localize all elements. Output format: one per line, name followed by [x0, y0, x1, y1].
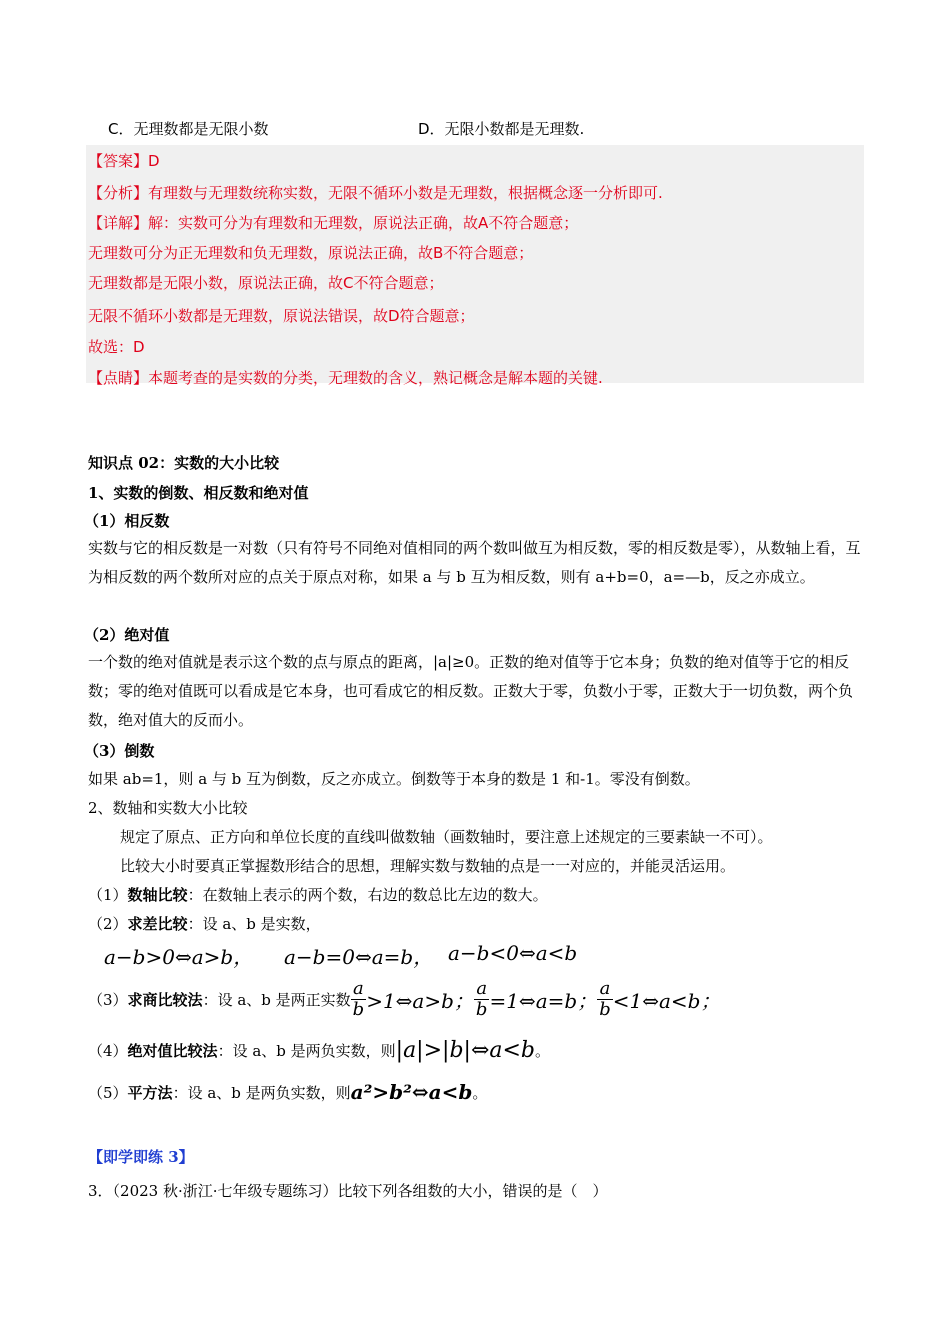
heading-reciprocal: （3）倒数: [84, 742, 155, 760]
method-difference: （2）求差比较：设 a、b 是实数，: [88, 915, 321, 933]
heading-opposite: （1）相反数: [84, 512, 170, 530]
paragraph-reciprocal: 如果 ab=1，则 a 与 b 互为倒数，反之亦成立。倒数等于本身的数是 1 和-1。零没有倒数。: [88, 770, 700, 788]
method-absolute: （4） 绝对值比较法 ：设 a、b 是两负实数，则 |a|>|b|⇔a<b 。: [88, 1038, 551, 1063]
choice-line: 故选：D: [88, 338, 145, 356]
heading-absolute: （2）绝对值: [84, 626, 170, 644]
comment-line: 【点睛】本题考查的是实数的分类，无理数的含义，熟记概念是解本题的关键.: [88, 369, 603, 387]
subsection-2: 2、数轴和实数大小比较: [88, 799, 248, 817]
answer-box: [86, 145, 864, 383]
option-d: D．无限小数都是无理数.: [418, 120, 585, 138]
paragraph-opposite: 实数与它的相反数是一对数（只有符号不同绝对值相同的两个数叫做互为相反数，零的相反数是零），从数轴上看，互为相反数的两个数所对应的点关于原点对称，如果 a 与 b 互为相反数，则有 a+b=0，a=—b，反之亦成立。: [88, 539, 861, 586]
paragraph-compare: 比较大小时要真正掌握数形结合的思想，理解实数与数轴的点是一一对应的，并能灵活运用。: [120, 857, 736, 875]
practice-question: 3．（2023 秋·浙江·七年级专题练习）比较下列各组数的大小，错误的是（ ）: [88, 1182, 608, 1200]
section-title: 知识点 02：实数的大小比较: [88, 454, 280, 472]
detail-line-d: 无限不循环小数都是无理数，原说法错误，故D符合题意；: [88, 307, 475, 325]
detail-line-b: 无理数可分为正无理数和负无理数，原说法正确，故B不符合题意；: [88, 244, 534, 262]
method-number-line: （1）数轴比较：在数轴上表示的两个数，右边的数总比左边的数大。: [88, 886, 548, 904]
paragraph-absolute: 一个数的绝对值就是表示这个数的点与原点的距离，|a|≥0。正数的绝对值等于它本身；负数的绝对值等于它的相反数；零的绝对值既可以看成是它本身，也可看成它的相反数。正数大于零，负数小于零，正数大于一切负数，两个负数，绝对值大的反而小。: [88, 653, 854, 729]
method-square: （5） 平方法 ：设 a、b 是两负实数，则 a²>b²⇔a<b 。: [88, 1080, 488, 1104]
paragraph-number-line: 规定了原点、正方向和单位长度的直线叫做数轴（画数轴时，要注意上述规定的三要素缺一不可）。: [120, 828, 773, 846]
option-c: C．无理数都是无限小数: [108, 120, 269, 138]
fraction-a-over-b: $\frac{a}{b}$: [352, 977, 365, 1020]
practice-title: 【即学即练 3】: [88, 1148, 194, 1166]
analysis-line: 【分析】有理数与无理数统称实数，无限不循环小数是无理数，根据概念逐一分析即可.: [88, 184, 663, 202]
fraction-a-over-b-3: $\frac{a}{b}$: [599, 977, 611, 1020]
detail-line-c: 无理数都是无限小数，原说法正确，故C不符合题意；: [88, 274, 444, 292]
answer-line: 【答案】D: [88, 152, 160, 170]
subsection-1: 1、实数的倒数、相反数和绝对值: [88, 484, 309, 502]
formula-difference-2: a−b=0⇔a=b，: [284, 945, 434, 969]
fraction-a-over-b-2: $\frac{a}{b}$: [475, 977, 488, 1020]
formula-difference-1: a−b>0⇔a>b，: [104, 945, 254, 969]
detail-line: 【详解】解：实数可分为有理数和无理数，原说法正确，故A不符合题意；: [88, 214, 579, 232]
formula-difference-3: a−b<0⇔a<b: [448, 941, 578, 965]
method-quotient: （3） 求商比较法 ：设 a、b 是两正实数 $\frac{a}{b}$ >1⇔a>b； $\frac{a}{b}$ =1⇔a=b； $\frac{a}{b}$ <1⇔a<b；: [88, 977, 721, 1020]
